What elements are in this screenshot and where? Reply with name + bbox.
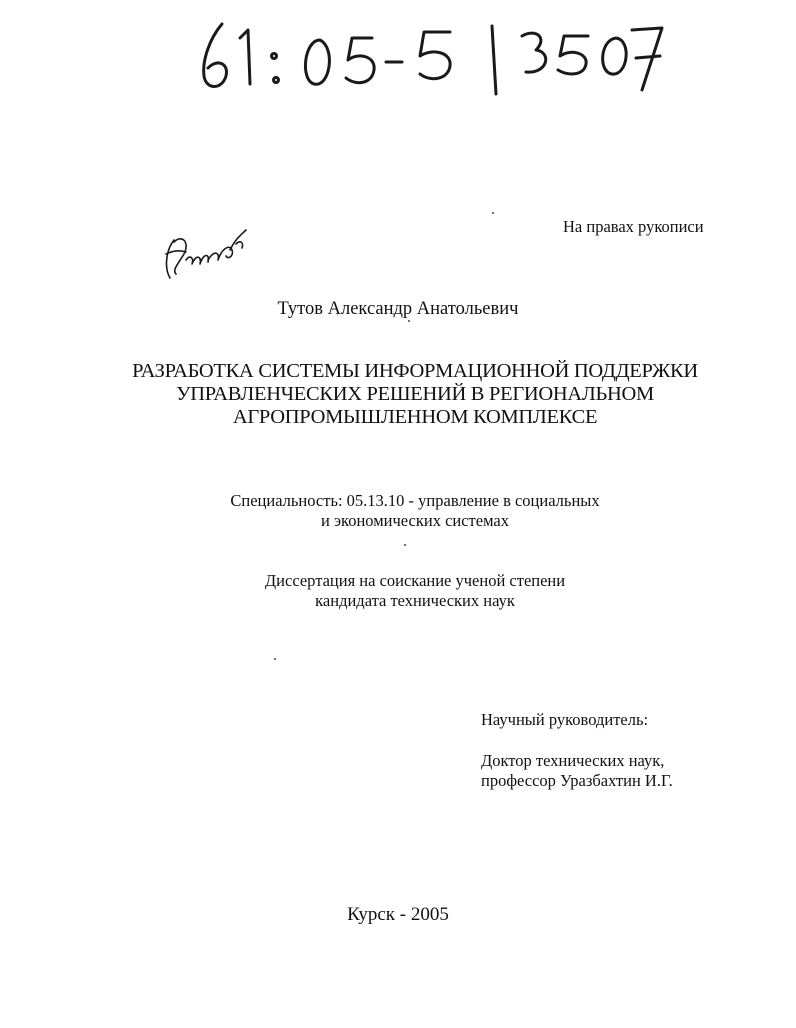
supervisor-name: профессор Уразбахтин И.Г.	[481, 771, 673, 790]
scan-speck	[404, 544, 406, 546]
handwritten-number-drawing	[196, 18, 666, 98]
dissertation-title	[60, 360, 770, 429]
supervisor-degree: Доктор технических наук,	[481, 751, 665, 770]
author-signature	[160, 220, 255, 285]
specialty-line: Специальность: 05.13.10 - управление в социальных	[230, 491, 600, 510]
degree-statement	[160, 571, 670, 611]
title-line: АГРОПРОМЫШЛЕННОМ КОМПЛЕКСЕ	[232, 406, 598, 428]
title-line: УПРАВЛЕНЧЕСКИХ РЕШЕНИЙ В РЕГИОНАЛЬНОМ	[176, 383, 654, 405]
supervisor-label: Научный руководитель:	[481, 710, 649, 729]
scan-speck	[492, 212, 494, 214]
specialty	[160, 491, 670, 531]
scan-speck	[408, 320, 410, 322]
scan-speck	[274, 658, 276, 660]
place-year: Курск - 2005	[347, 904, 449, 925]
degree-line: кандидата технических наук	[315, 591, 515, 610]
rights-note: На правах рукописи	[563, 217, 704, 236]
specialty-line: и экономических системах	[321, 511, 509, 530]
handwritten-archive-number	[196, 18, 666, 98]
author-name: Тутов Александр Анатольевич	[277, 299, 519, 319]
title-line: РАЗРАБОТКА СИСТЕМЫ ИНФОРМАЦИОННОЙ ПОДДЕРЖКИ	[132, 360, 698, 382]
signature-drawing	[160, 220, 255, 285]
degree-line: Диссертация на соискание ученой степени	[264, 571, 566, 590]
